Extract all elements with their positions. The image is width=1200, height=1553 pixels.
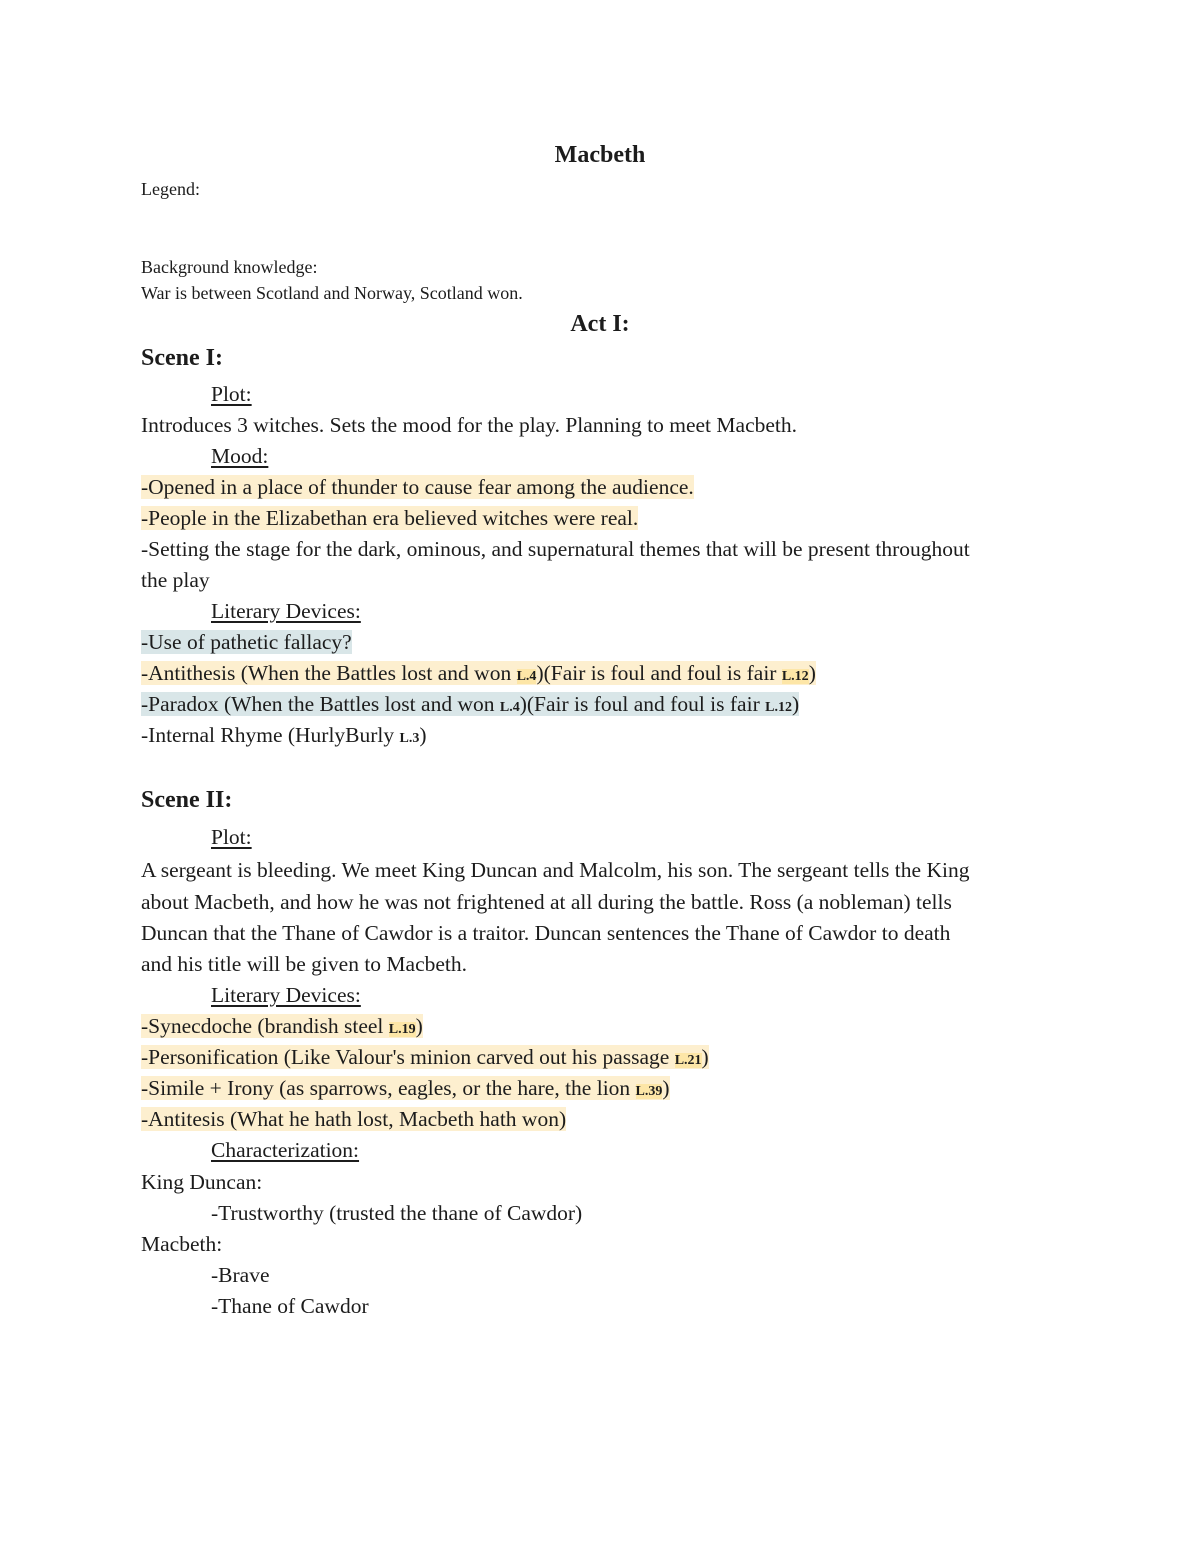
line-ref: L.19 (388, 1022, 416, 1037)
macbeth-label: Macbeth: (141, 1232, 223, 1256)
line-ref: L.39 (635, 1084, 663, 1099)
scene-2-plot-3: Duncan that the Thane of Cawdor is a traitor. Duncan sentences the Thane of Cawdor to death (141, 921, 951, 945)
scene-1-mood-2: -People in the Elizabethan era believed witches were real. (141, 506, 639, 530)
scene-2-char-label: Characterization: (211, 1138, 360, 1162)
macbeth-trait-1: -Brave (211, 1263, 270, 1287)
scene-1-mood-label: Mood: (211, 444, 269, 468)
scene-1-device-4: -Internal Rhyme (HurlyBurly L.3) (141, 723, 427, 747)
line-ref: L.12 (765, 700, 792, 715)
scene-1-mood-1: -Opened in a place of thunder to cause fear among the audience. (141, 475, 694, 499)
scene-2-device-4: -Antitesis (What he hath lost, Macbeth hath won) (141, 1107, 567, 1131)
legend-label: Legend: (141, 179, 200, 199)
scene-1-device-1: -Use of pathetic fallacy? (141, 630, 352, 654)
document-title: Macbeth (554, 142, 646, 168)
duncan-label: King Duncan: (141, 1170, 263, 1194)
scene-1-devices-label: Literary Devices: (211, 599, 361, 623)
scene-2-heading: Scene II: (141, 787, 233, 813)
scene-2-plot-2: about Macbeth, and how he was not frightened at all during the battle. Ross (a nobleman) tells (141, 890, 952, 914)
scene-2-device-1: -Synecdoche (brandish steel L.19) (141, 1014, 423, 1038)
act-title: Act I: (570, 311, 630, 337)
background-text: War is between Scotland and Norway, Scotland won. (141, 283, 523, 303)
scene-2-devices-label: Literary Devices: (211, 983, 361, 1007)
line-ref: L.4 (516, 669, 537, 684)
scene-2-device-2: -Personification (Like Valour's minion carved out his passage L.21) (141, 1045, 709, 1069)
duncan-trait-1: -Trustworthy (trusted the thane of Cawdor) (211, 1201, 583, 1225)
scene-1-device-2: -Antithesis (When the Battles lost and won L.4)(Fair is foul and foul is fair L.12) (141, 661, 816, 685)
line-ref: L.21 (674, 1053, 702, 1068)
line-ref: L.4 (499, 700, 520, 715)
background-label: Background knowledge: (141, 257, 318, 277)
scene-1-mood-3-cont: the play (141, 568, 210, 592)
line-ref: L.3 (399, 731, 420, 746)
line-ref: L.12 (781, 669, 809, 684)
scene-2-plot-4: and his title will be given to Macbeth. (141, 952, 468, 976)
scene-1-heading: Scene I: (141, 345, 223, 371)
scene-2-plot-label: Plot: (211, 825, 252, 849)
scene-1-plot-text: Introduces 3 witches. Sets the mood for the play. Planning to meet Macbeth. (141, 413, 798, 437)
scene-2-device-3: -Simile + Irony (as sparrows, eagles, or the hare, the lion L.39) (141, 1076, 670, 1100)
scene-1-plot-label: Plot: (211, 382, 252, 406)
scene-1-device-3: -Paradox (When the Battles lost and won L.4)(Fair is foul and foul is fair L.12) (141, 692, 800, 716)
scene-1-mood-3: -Setting the stage for the dark, ominous, and supernatural themes that will be present throughout (141, 537, 970, 561)
macbeth-trait-2: -Thane of Cawdor (211, 1294, 369, 1318)
scene-2-plot-1: A sergeant is bleeding. We meet King Duncan and Malcolm, his son. The sergeant tells the King (141, 858, 970, 882)
